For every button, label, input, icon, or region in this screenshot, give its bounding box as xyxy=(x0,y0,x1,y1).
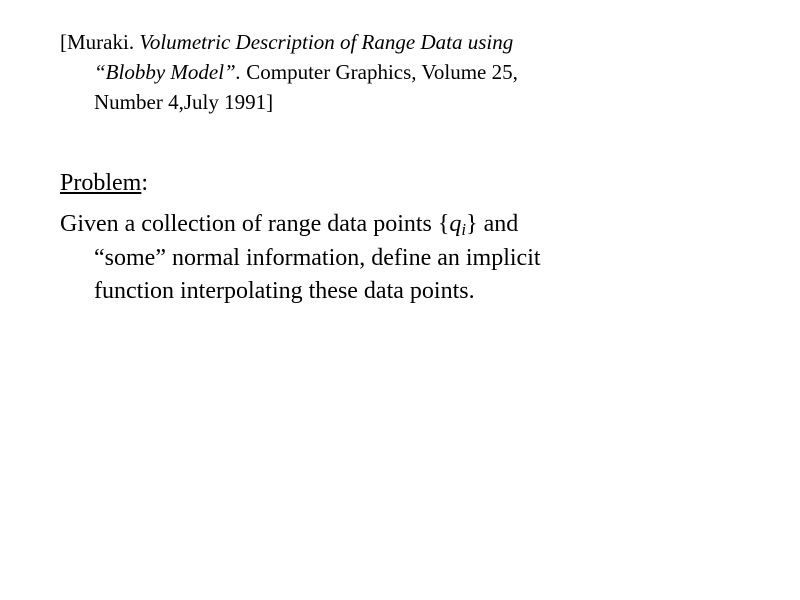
problem-line-2: “some” normal information, define an implicit xyxy=(94,244,541,271)
problem-line-1 xyxy=(60,208,760,241)
problem-line-1-text-b: } and xyxy=(466,211,519,238)
citation-title-part-1: Volumetric Description of Range Data using xyxy=(139,30,514,54)
citation-line-2 xyxy=(60,58,760,88)
citation-venue: Computer Graphics, Volume 25, xyxy=(246,59,518,84)
math-variable-q: q xyxy=(449,211,462,238)
problem-heading-colon: : xyxy=(141,170,148,197)
citation-author: [Muraki. xyxy=(60,30,135,54)
citation-block xyxy=(60,28,760,117)
problem-heading xyxy=(60,169,760,198)
citation-title-part-2: “Blobby Model”. xyxy=(94,59,241,84)
citation-line-3: Number 4,July 1991] xyxy=(94,89,274,114)
problem-line-3: function interpolating these data points. xyxy=(94,277,475,304)
problem-line-1-text-a: Given a collection of range data points { xyxy=(60,211,450,238)
problem-statement xyxy=(60,208,760,308)
math-subscript-i: i xyxy=(461,220,467,240)
problem-heading-label: Problem xyxy=(60,170,142,197)
citation-line-1 xyxy=(60,28,760,58)
